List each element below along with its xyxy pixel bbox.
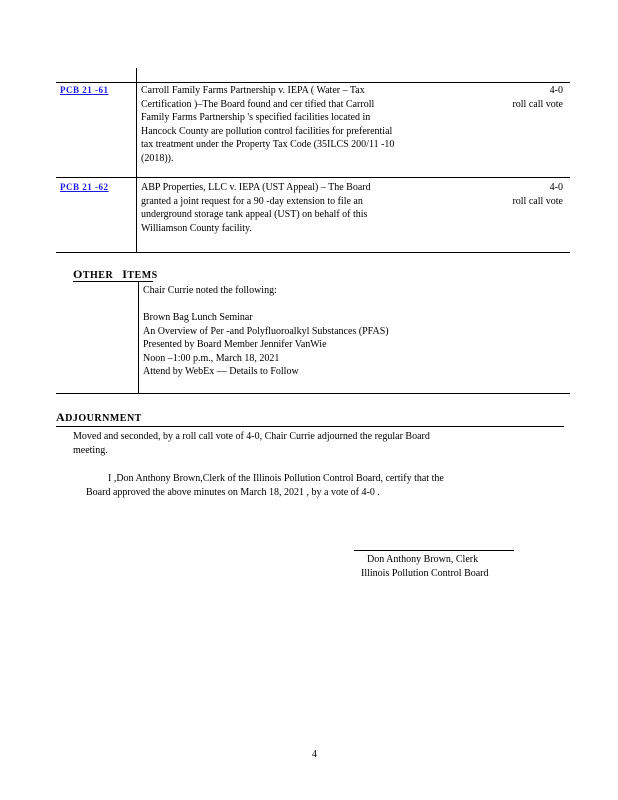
certification-line: I ,Don Anthony Brown,Clerk of the Illinois Pollution Control Board, certify that the xyxy=(108,473,444,484)
certification-paragraph xyxy=(86,472,526,499)
case-description xyxy=(141,84,431,165)
case-description xyxy=(141,181,431,235)
other-items-underline xyxy=(73,281,153,282)
vote-type: roll call vote xyxy=(512,99,563,110)
case-line: granted a joint request for a 90 -day extension to file an xyxy=(141,195,363,207)
case-line: underground storage tank appeal (UST) on behalf of this xyxy=(141,209,368,220)
other-item-line: Chair Currie noted the following: xyxy=(143,285,277,296)
case-number-link[interactable]: PCB 21 -61 xyxy=(60,85,109,95)
vote-count: 4-0 xyxy=(549,85,563,96)
adjournment-line: Moved and seconded, by a roll call vote of 4-0, Chair Currie adjourned the regular Board xyxy=(73,431,430,442)
other-items-heading: OTHER ITEMS xyxy=(73,267,158,281)
other-item-line: An Overview of Per -and Polyfluoroalkyl Substances (PFAS) xyxy=(143,325,389,337)
case-line: Hancock County are pollution control facilities for preferential xyxy=(141,125,393,137)
table-top-divider xyxy=(136,68,137,82)
adjournment-line: meeting. xyxy=(73,444,108,456)
table-column-divider xyxy=(136,82,137,252)
vote-count: 4-0 xyxy=(549,182,563,193)
vote-type: roll call vote xyxy=(512,196,563,207)
signature-line xyxy=(354,550,514,551)
other-item-line: Brown Bag Lunch Seminar xyxy=(143,312,253,323)
adjournment-rule xyxy=(56,426,564,427)
case-line: Carroll Family Farms Partnership v. IEPA ( Water – Tax xyxy=(141,85,365,96)
signature-name: Don Anthony Brown, Clerk xyxy=(367,554,479,565)
other-item-line: Presented by Board Member Jennifer VanWie xyxy=(143,339,327,350)
certification-line: Board approved the above minutes on March 18, 2021 , by a vote of 4-0 . xyxy=(86,486,380,498)
case-line: ABP Properties, LLC v. IEPA (UST Appeal) – The Board xyxy=(141,182,371,193)
case-line: Family Farms Partnership 's specified facilities located in xyxy=(141,112,371,123)
table-rule-2 xyxy=(56,177,570,178)
other-items-bottom-rule xyxy=(56,393,570,394)
other-item-line xyxy=(143,298,543,312)
other-item-line: Attend by WebEx — Details to Follow xyxy=(143,366,299,377)
table-rule-3 xyxy=(56,252,570,253)
other-item-line: Noon –1:00 p.m., March 18, 2021 xyxy=(143,352,280,364)
adjournment-heading: ADJOURNMENT xyxy=(56,410,142,424)
table-rule-1 xyxy=(56,82,570,83)
case-line: (2018)). xyxy=(141,152,174,164)
adjournment-paragraph xyxy=(73,430,513,457)
other-items-content xyxy=(143,284,543,379)
signature-org: Illinois Pollution Control Board xyxy=(361,568,489,579)
other-items-divider xyxy=(138,281,139,393)
case-number-link[interactable]: PCB 21 -62 xyxy=(60,182,109,192)
page-number: 4 xyxy=(312,749,317,760)
case-line: tax treatment under the Property Tax Code (35ILCS 200/11 -10 xyxy=(141,139,395,150)
case-line: Certification )–The Board found and cer tified that Carroll xyxy=(141,98,375,110)
case-line: Williamson County facility. xyxy=(141,222,252,234)
